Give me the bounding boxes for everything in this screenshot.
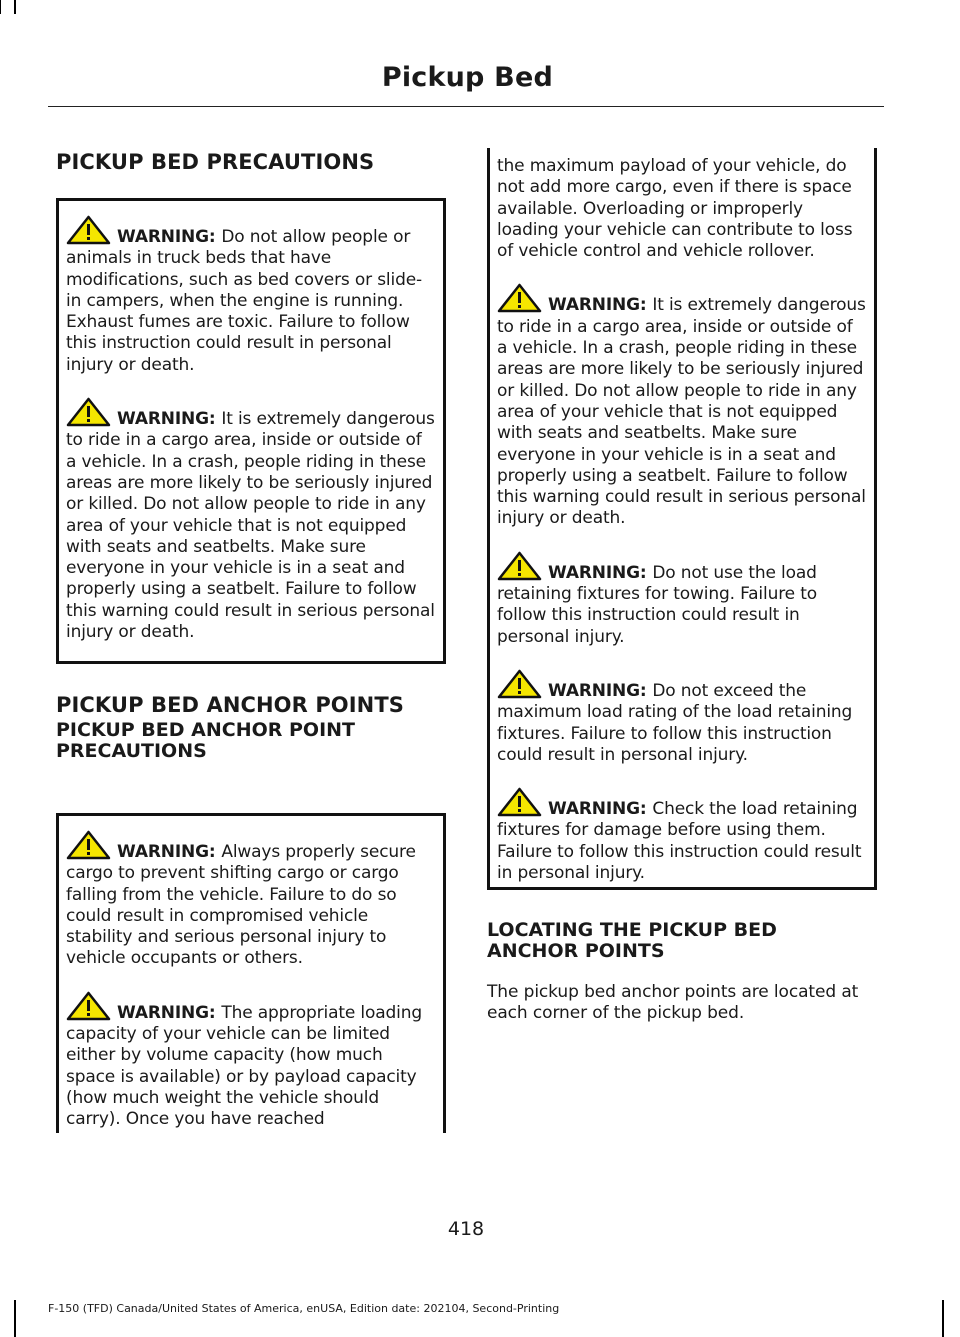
warning-label: WARNING:: [117, 409, 222, 430]
warning-triangle-icon: [66, 397, 111, 427]
section-title-anchor-points: PICKUP BED ANCHOR POINTS: [56, 693, 404, 717]
warning-triangle-icon: [66, 991, 111, 1021]
warning-label: WARNING:: [548, 562, 653, 583]
warning-text: The appropriate loading capacity of your vehicle can be limited either by volume capacity (how much space is available) or by payload capacity (how much weight the vehicle should carry). Once you have reached: [66, 1002, 423, 1130]
section-title-locating: LOCATING THE PICKUP BED ANCHOR POINTS: [487, 919, 777, 962]
crop-mark: [14, 1300, 16, 1337]
warning-box-continued: [487, 148, 877, 890]
warning-item: [497, 787, 866, 884]
warning-triangle-icon: [66, 830, 111, 860]
page-header-title: Pickup Bed: [381, 62, 553, 93]
warning-text: Do not allow people or animals in truck beds that have modifications, such as bed covers or slide-in campers, when the engine is running. Exhaust fumes are toxic. Failure to follow this instruction could result in personal injury or death.: [66, 227, 423, 375]
crop-mark: [0, 0, 1, 14]
warning-text: Do not use the load retaining fixtures for towing. Failure to follow this instruction could result in personal injury.: [497, 562, 817, 647]
warning-text: It is extremely dangerous to ride in a cargo area, inside or outside of a vehicle. In a crash, people riding in these areas are more likely to be seriously injured or killed. Do not allow people to ride in any area of your vehicle that is not equipped with seats and seatbelts. Make sure everyone in your vehicle is in a seat and properly using a seatbelt. Failure to follow this warning could result in serious personal injury or death.: [497, 295, 866, 529]
warning-item: [66, 215, 435, 376]
warning-text: Do not exceed the maximum load rating of the load retaining fixtures. Failure to follow this instruction could result in personal injury.: [497, 680, 853, 765]
warning-item: [497, 283, 866, 529]
warning-item: [497, 669, 866, 766]
warning-label: WARNING:: [548, 295, 653, 316]
body-paragraph: The pickup bed anchor points are located at each corner of the pickup bed.: [487, 982, 859, 1024]
warning-label: WARNING:: [117, 227, 222, 247]
warning-triangle-icon: [497, 669, 542, 699]
crop-mark: [942, 1300, 944, 1337]
warning-item: [66, 991, 435, 1131]
warning-triangle-icon: [66, 215, 111, 245]
warning-label: WARNING:: [117, 1002, 222, 1023]
warning-triangle-icon: [497, 787, 542, 817]
header-divider: [48, 106, 884, 107]
warning-box-2: [56, 813, 446, 1133]
warning-box-1: [56, 198, 446, 664]
warning-item: [66, 397, 435, 643]
warning-label: WARNING:: [548, 680, 653, 701]
section-title-precautions: PICKUP BED PRECAUTIONS: [56, 150, 375, 174]
warning-triangle-icon: [497, 551, 542, 581]
warning-triangle-icon: [497, 283, 542, 313]
subsection-title-anchor-precautions: PICKUP BED ANCHOR POINT PRECAUTIONS: [56, 719, 355, 762]
warning-item: [66, 830, 435, 970]
warning-label: WARNING:: [548, 799, 653, 820]
warning-text: It is extremely dangerous to ride in a cargo area, inside or outside of a vehicle. In a crash, people riding in these areas are more likely to be seriously injured or killed. Do not allow people to ride in any area of your vehicle that is not equipped with seats and seatbelts. Make sure everyone in your vehicle is in a seat and properly using a seatbelt. Failure to follow this warning could result in serious personal injury or death.: [66, 409, 435, 643]
crop-mark: [14, 0, 16, 14]
page-number: 418: [447, 1218, 485, 1240]
warning-text: Check the load retaining fixtures for damage before using them. Failure to follow this instruction could result in personal injury.: [497, 799, 862, 884]
warning-item: [497, 551, 866, 648]
warning-continuation: the maximum payload of your vehicle, do not add more cargo, even if there is space available. Overloading or improperly loading your vehicle can contribute to loss of vehicle control and vehicle rollover.: [497, 156, 853, 262]
warning-text: Always properly secure cargo to prevent shifting cargo or cargo falling from the vehicle. Failure to do so could result in compromised vehicle stability and serious personal injury to vehicle occupants or others.: [66, 842, 416, 969]
footer-edition: F-150 (TFD) Canada/United States of America, enUSA, Edition date: 202104, Second-Printing: [48, 1302, 560, 1315]
warning-label: WARNING:: [117, 842, 222, 862]
